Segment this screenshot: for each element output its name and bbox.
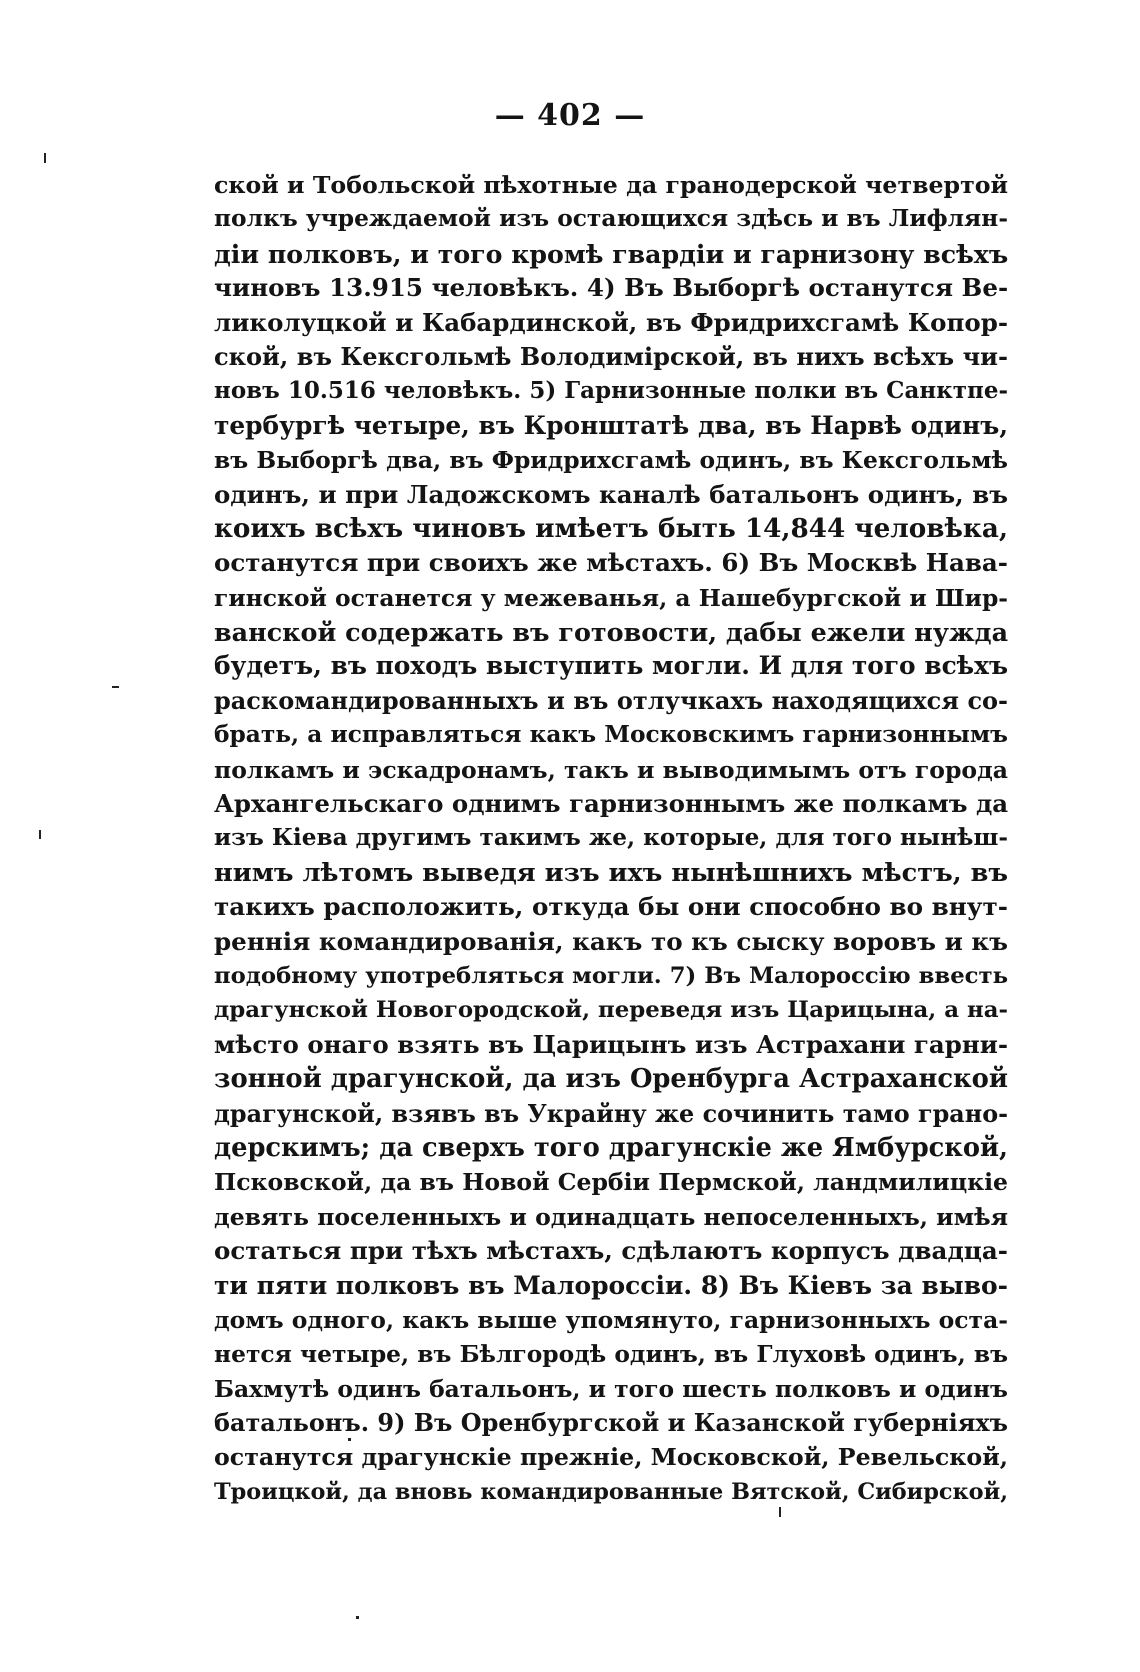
text-line: нимъ лѣтомъ выведя изъ ихъ нынѣшнихъ мѣстъ, въ [214,857,1008,888]
text-line: останутся драгунскіе прежніе, Московской, Ревельской, [214,1443,1008,1472]
text-line: остаться при тѣхъ мѣстахъ, сдѣлаютъ корпусъ двадца- [214,1236,1008,1266]
text-line: будетъ, въ походъ выступить могли. И для того всѣхъ [214,651,1008,681]
margin-speck [39,830,41,839]
text-line: нется четыре, въ Бѣлгородѣ одинъ, въ Глуховѣ одинъ, въ [214,1340,1008,1369]
text-line: новъ 10.516 человѣкъ. 5) Гарнизонные полки въ Санктпе- [214,377,1008,405]
text-line: зонной драгунской, да изъ Оренбурга Астраханской [214,1064,1008,1095]
page-number: — 402 — [494,98,646,133]
text-line: брать, а исправляться какъ Московскимъ гарнизоннымъ [214,721,1008,749]
text-line: раскомандированныхъ и въ отлучкахъ находящихся со- [214,685,1008,715]
text-line: подобному употребляться могли. 7) Въ Малороссію ввесть [214,962,1008,989]
text-line: ской и Тобольской пѣхотные да гранодерской четвертой [214,171,1008,199]
text-line: ванской содержать въ готовости, дабы ежели нужда [214,617,1009,648]
text-line: Бахмутѣ одинъ батальонъ, и того шесть полковъ и одинъ [214,1374,1008,1403]
text-line: коихъ всѣхъ чиновъ имѣетъ быть 14,844 человѣка, [214,512,1008,544]
text-line: полкъ учреждаемой изъ остающихся здѣсь и въ Лифлян- [214,205,1008,233]
text-line: девять поселенныхъ и одинадцать непоселенныхъ, имѣя [214,1202,1009,1231]
margin-speck [112,686,119,688]
text-line: въ Выборгѣ два, въ Фридрихсгамѣ одинъ, въ Кексгольмѣ [214,446,1008,475]
text-line: такихъ расположить, откуда бы они способно во внут- [214,892,1008,922]
text-line: діи полковъ, и того кромѣ гвардіи и гарнизону всѣхъ [214,238,1009,269]
text-line: реннія командированія, какъ то къ сыску воровъ и къ [214,926,1008,956]
text-line: Псковской, да въ Новой Сербіи Пермской, ландмилицкіе [214,1168,1008,1197]
text-line: изъ Кіева другимъ такимъ же, которые, для того нынѣш- [214,824,1008,852]
text-line: Архангельскаго однимъ гарнизоннымъ же полкамъ да [214,789,1009,819]
text-line: драгунской Новогородской, переведя изъ Царицына, а на- [214,997,1008,1024]
body-text [214,168,1008,1509]
margin-speck [44,153,46,163]
text-line: Троицкой, да вновь командированные Вятской, Сибирской, [214,1478,1008,1505]
text-line: гинской останется у межеванья, а Нашебургской и Шир- [214,583,1008,612]
text-line: дерскимъ; да сверхъ того драгунскіе же Ямбурской, [214,1132,1008,1163]
text-line: одинъ, и при Ладожскомъ каналѣ батальонъ одинъ, въ [214,479,1008,509]
text-line: останутся при своихъ же мѣстахъ. 6) Въ Москвѣ Нава- [214,548,1008,578]
text-line: чиновъ 13.915 человѣкъ. 4) Въ Выборгѣ останутся Ве- [214,273,1009,303]
text-line: драгунской, взявъ въ Украйну же сочинить тамо грано- [214,1099,1009,1128]
margin-speck [356,1616,359,1619]
text-line: тербургѣ четыре, въ Кронштатѣ два, въ Нарвѣ одинъ, [214,410,1008,440]
text-line: полкамъ и эскадронамъ, такъ и выводимымъ отъ города [214,755,1008,784]
text-line: батальонъ. 9) Въ Оренбургской и Казанской губерніяхъ [214,1409,1008,1438]
text-line: ской, въ Кексгольмѣ Володимірской, въ нихъ всѣхъ чи- [214,341,1008,371]
text-line: домъ одного, какъ выше упомянуто, гарнизонныхъ оста- [214,1305,1008,1334]
text-line: ликолуцкой и Кабардинской, въ Фридрихсгамѣ Копор- [214,307,1008,337]
text-line: мѣсто онаго взять въ Царицынъ изъ Астрахани гарни- [214,1029,1008,1059]
text-line: ти пяти полковъ въ Малороссіи. 8) Въ Кіевъ за выво- [214,1270,1008,1300]
